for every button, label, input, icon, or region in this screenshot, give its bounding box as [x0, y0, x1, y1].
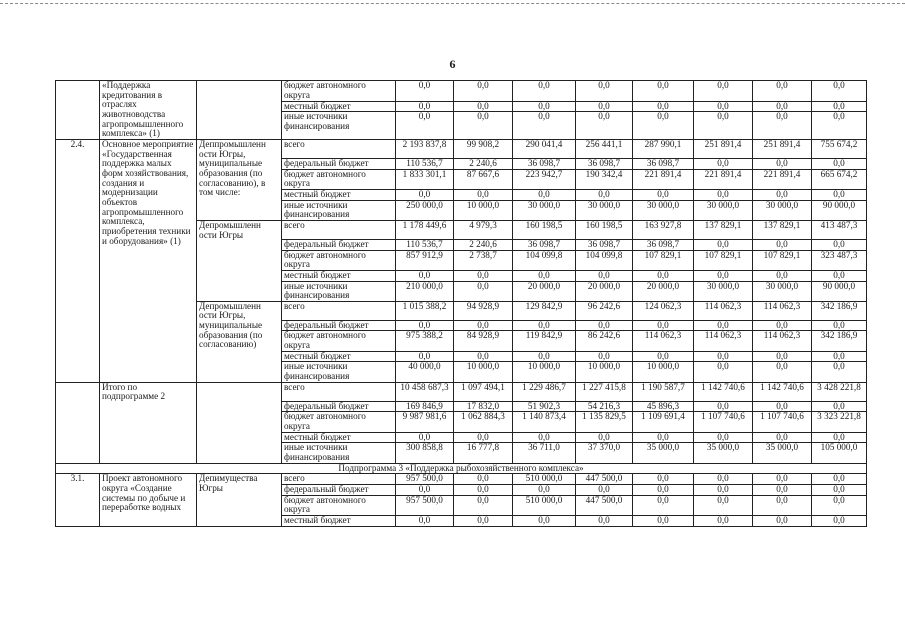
amount-cell: 54 216,3 [576, 401, 633, 412]
amount-cell: 0,0 [694, 401, 753, 412]
page-number: 6 [449, 57, 456, 71]
amount-cell: 0,0 [812, 485, 867, 496]
amount-cell: 114 062,3 [633, 331, 694, 351]
amount-cell: 0,0 [812, 351, 867, 362]
amount-cell: 90 000,0 [812, 200, 867, 220]
amount-cell: 190 342,4 [576, 169, 633, 189]
amount-cell: 857 912,9 [396, 250, 454, 270]
amount-cell: 1 229 486,7 [513, 382, 576, 401]
amount-cell: 0,0 [454, 474, 513, 485]
amount-cell: 342 186,9 [812, 331, 867, 351]
amount-cell: 1 140 873,4 [513, 412, 576, 432]
amount-cell: 160 198,5 [576, 220, 633, 239]
program-name-cell: Проект автономного округа «Создание системы по добыче и переработке водных [100, 474, 197, 526]
amount-cell: 35 000,0 [633, 443, 694, 463]
amount-cell: 10 000,0 [633, 362, 694, 382]
amount-cell: 87 667,6 [454, 169, 513, 189]
amount-cell: 96 242,6 [576, 301, 633, 320]
amount-cell: 107 829,1 [633, 250, 694, 270]
amount-cell: 30 000,0 [633, 200, 694, 220]
amount-cell: 40 000,0 [396, 362, 454, 382]
amount-cell: 1 097 494,1 [454, 382, 513, 401]
amount-cell: 30 000,0 [576, 200, 633, 220]
amount-cell: 0,0 [812, 320, 867, 331]
amount-cell: 0,0 [633, 432, 694, 443]
amount-cell: 1 227 415,8 [576, 382, 633, 401]
amount-cell: 0,0 [633, 485, 694, 496]
funding-source-cell: местный бюджет [282, 432, 396, 443]
amount-cell: 2 240,6 [454, 239, 513, 250]
amount-cell: 104 099,8 [513, 250, 576, 270]
funding-source-cell: местный бюджет [282, 189, 396, 200]
amount-cell: 0,0 [576, 189, 633, 200]
amount-cell: 510 000,0 [513, 495, 576, 515]
amount-cell: 0,0 [694, 320, 753, 331]
amount-cell: 0,0 [513, 112, 576, 139]
amount-cell: 2 738,7 [454, 250, 513, 270]
amount-cell: 0,0 [812, 362, 867, 382]
amount-cell: 1 135 829,5 [576, 412, 633, 432]
scan-top-border [0, 3, 905, 4]
amount-cell: 221 891,4 [753, 169, 812, 189]
executor-cell [197, 382, 282, 463]
amount-cell: 129 842,9 [513, 301, 576, 320]
amount-cell: 0,0 [396, 515, 454, 526]
amount-cell: 0,0 [513, 270, 576, 281]
amount-cell: 0,0 [513, 189, 576, 200]
executor-cell [197, 81, 282, 140]
funding-source-cell: бюджет автономного округа [282, 331, 396, 351]
amount-cell: 0,0 [633, 495, 694, 515]
amount-cell: 107 829,1 [753, 250, 812, 270]
amount-cell: 665 674,2 [812, 169, 867, 189]
amount-cell: 1 178 449,6 [396, 220, 454, 239]
amount-cell: 84 928,9 [454, 331, 513, 351]
amount-cell: 0,0 [513, 515, 576, 526]
amount-cell: 0,0 [694, 81, 753, 102]
amount-cell: 0,0 [513, 101, 576, 112]
funding-source-cell: бюджет автономного округа [282, 495, 396, 515]
amount-cell: 1 015 388,2 [396, 301, 454, 320]
amount-cell: 0,0 [753, 362, 812, 382]
amount-cell: 10 000,0 [576, 362, 633, 382]
amount-cell: 20 000,0 [576, 281, 633, 301]
funding-source-cell: иные источники финансирования [282, 281, 396, 301]
amount-cell: 0,0 [396, 112, 454, 139]
funding-source-cell: всего [282, 220, 396, 239]
funding-source-cell: бюджет автономного округа [282, 412, 396, 432]
amount-cell: 0,0 [396, 270, 454, 281]
funding-source-cell: иные источники финансирования [282, 443, 396, 463]
amount-cell: 0,0 [812, 158, 867, 169]
amount-cell: 0,0 [576, 351, 633, 362]
amount-cell: 0,0 [454, 81, 513, 102]
amount-cell: 0,0 [454, 189, 513, 200]
table-row [56, 139, 867, 158]
amount-cell: 4 979,3 [454, 220, 513, 239]
amount-cell: 0,0 [753, 101, 812, 112]
amount-cell: 0,0 [812, 81, 867, 102]
amount-cell: 1 190 587,7 [633, 382, 694, 401]
amount-cell: 1 062 884,3 [454, 412, 513, 432]
amount-cell: 0,0 [633, 474, 694, 485]
amount-cell: 0,0 [694, 515, 753, 526]
funding-source-cell: бюджет автономного округа [282, 81, 396, 102]
amount-cell: 0,0 [576, 101, 633, 112]
amount-cell: 1 109 691,4 [633, 412, 694, 432]
amount-cell: 0,0 [694, 362, 753, 382]
funding-source-cell: федеральный бюджет [282, 401, 396, 412]
amount-cell: 0,0 [694, 112, 753, 139]
amount-cell: 0,0 [753, 189, 812, 200]
amount-cell: 10 000,0 [513, 362, 576, 382]
amount-cell: 163 927,8 [633, 220, 694, 239]
amount-cell: 35 000,0 [694, 443, 753, 463]
amount-cell: 30 000,0 [753, 281, 812, 301]
amount-cell: 1 142 740,6 [694, 382, 753, 401]
amount-cell: 17 832,0 [454, 401, 513, 412]
num-cell [56, 382, 100, 463]
executor-cell: Депромышленн ости Югры, муниципальные образования (по согласованию) [197, 301, 282, 382]
amount-cell: 45 896,3 [633, 401, 694, 412]
item-number-cell: 3.1. [56, 474, 100, 526]
amount-cell: 0,0 [576, 515, 633, 526]
amount-cell: 36 098,7 [633, 239, 694, 250]
amount-cell: 251 891,4 [753, 139, 812, 158]
amount-cell: 0,0 [454, 270, 513, 281]
funding-source-cell: федеральный бюджет [282, 239, 396, 250]
program-name-cell: Основное мероприятие «Государственная поддержка малых форм хозяйствования, создания и модернизации объектов агропромышленного комплекса, приобретения техники и оборудования» (1) [100, 139, 197, 382]
amount-cell: 1 142 740,6 [753, 382, 812, 401]
amount-cell: 0,0 [694, 432, 753, 443]
amount-cell: 90 000,0 [812, 281, 867, 301]
amount-cell: 0,0 [812, 239, 867, 250]
amount-cell: 124 062,3 [633, 301, 694, 320]
amount-cell: 0,0 [694, 495, 753, 515]
amount-cell: 110 536,7 [396, 239, 454, 250]
amount-cell: 510 000,0 [513, 474, 576, 485]
item-number-cell: 2.4. [56, 139, 100, 382]
funding-source-cell: всего [282, 139, 396, 158]
amount-cell: 36 098,7 [576, 158, 633, 169]
amount-cell: 160 198,5 [513, 220, 576, 239]
amount-cell: 137 829,1 [694, 220, 753, 239]
amount-cell: 20 000,0 [633, 281, 694, 301]
funding-source-cell: местный бюджет [282, 351, 396, 362]
amount-cell: 0,0 [396, 320, 454, 331]
amount-cell: 86 242,6 [576, 331, 633, 351]
amount-cell: 107 829,1 [694, 250, 753, 270]
funding-source-cell: всего [282, 474, 396, 485]
amount-cell: 0,0 [576, 485, 633, 496]
amount-cell: 0,0 [513, 432, 576, 443]
amount-cell: 10 458 687,3 [396, 382, 454, 401]
amount-cell: 2 240,6 [454, 158, 513, 169]
amount-cell: 104 099,8 [576, 250, 633, 270]
amount-cell: 1 107 740,6 [753, 412, 812, 432]
amount-cell: 0,0 [812, 432, 867, 443]
amount-cell: 30 000,0 [694, 200, 753, 220]
amount-cell: 0,0 [753, 351, 812, 362]
table-row [56, 81, 867, 102]
amount-cell: 30 000,0 [513, 200, 576, 220]
funding-source-cell: федеральный бюджет [282, 320, 396, 331]
amount-cell: 0,0 [454, 112, 513, 139]
amount-cell: 0,0 [753, 474, 812, 485]
funding-source-cell: местный бюджет [282, 515, 396, 526]
amount-cell: 0,0 [454, 101, 513, 112]
amount-cell: 0,0 [633, 515, 694, 526]
funding-source-cell: местный бюджет [282, 270, 396, 281]
num-cell [56, 81, 100, 140]
amount-cell: 0,0 [633, 112, 694, 139]
amount-cell: 0,0 [812, 495, 867, 515]
amount-cell: 51 902,3 [513, 401, 576, 412]
amount-cell: 256 441,1 [576, 139, 633, 158]
executor-cell: Деппромышленн ости Югры, муниципальные образования (по согласованию), в том числе: [197, 139, 282, 220]
amount-cell: 0,0 [454, 515, 513, 526]
amount-cell: 119 842,9 [513, 331, 576, 351]
amount-cell: 0,0 [576, 81, 633, 102]
amount-cell: 0,0 [396, 189, 454, 200]
funding-source-cell: бюджет автономного округа [282, 250, 396, 270]
amount-cell: 0,0 [454, 432, 513, 443]
table-body [56, 81, 867, 527]
funding-source-cell: всего [282, 382, 396, 401]
executor-cell: Депимущества Югры [197, 474, 282, 526]
amount-cell: 300 858,8 [396, 443, 454, 463]
amount-cell: 0,0 [633, 81, 694, 102]
amount-cell: 0,0 [576, 320, 633, 331]
amount-cell: 30 000,0 [753, 200, 812, 220]
amount-cell: 20 000,0 [513, 281, 576, 301]
funding-source-cell: федеральный бюджет [282, 158, 396, 169]
amount-cell: 0,0 [513, 485, 576, 496]
amount-cell: 114 062,3 [753, 301, 812, 320]
funding-source-cell: всего [282, 301, 396, 320]
amount-cell: 99 908,2 [454, 139, 513, 158]
amount-cell: 0,0 [812, 101, 867, 112]
amount-cell: 0,0 [694, 239, 753, 250]
amount-cell: 110 536,7 [396, 158, 454, 169]
executor-cell: Депромышленн ости Югры [197, 220, 282, 301]
amount-cell: 0,0 [576, 270, 633, 281]
amount-cell: 37 370,0 [576, 443, 633, 463]
amount-cell: 105 000,0 [812, 443, 867, 463]
amount-cell: 0,0 [753, 495, 812, 515]
amount-cell: 9 987 981,6 [396, 412, 454, 432]
amount-cell: 0,0 [694, 474, 753, 485]
amount-cell: 0,0 [396, 432, 454, 443]
amount-cell: 10 000,0 [454, 200, 513, 220]
amount-cell: 221 891,4 [633, 169, 694, 189]
amount-cell: 0,0 [812, 112, 867, 139]
amount-cell: 0,0 [513, 320, 576, 331]
amount-cell: 975 388,2 [396, 331, 454, 351]
amount-cell: 0,0 [633, 270, 694, 281]
amount-cell: 36 098,7 [513, 158, 576, 169]
amount-cell: 36 098,7 [576, 239, 633, 250]
amount-cell: 223 942,7 [513, 169, 576, 189]
amount-cell: 0,0 [633, 351, 694, 362]
amount-cell: 0,0 [812, 401, 867, 412]
funding-source-cell: иные источники финансирования [282, 362, 396, 382]
amount-cell: 447 500,0 [576, 495, 633, 515]
amount-cell: 2 193 837,8 [396, 139, 454, 158]
amount-cell: 0,0 [396, 351, 454, 362]
total-label-cell: Итого по подпрограмме 2 [100, 382, 197, 463]
amount-cell: 0,0 [396, 81, 454, 102]
funding-source-cell: иные источники финансирования [282, 200, 396, 220]
amount-cell: 323 487,3 [812, 250, 867, 270]
amount-cell: 0,0 [513, 81, 576, 102]
subprogram-title-cell: Подпрограмма 3 «Поддержка рыбохозяйственного комплекса» [56, 463, 867, 474]
amount-cell: 0,0 [454, 281, 513, 301]
amount-cell: 0,0 [753, 239, 812, 250]
amount-cell: 30 000,0 [694, 281, 753, 301]
amount-cell: 3 323 221,8 [812, 412, 867, 432]
amount-cell: 0,0 [812, 474, 867, 485]
amount-cell: 169 846,9 [396, 401, 454, 412]
amount-cell: 290 041,4 [513, 139, 576, 158]
amount-cell: 1 833 301,1 [396, 169, 454, 189]
amount-cell: 0,0 [454, 351, 513, 362]
amount-cell: 36 098,7 [633, 158, 694, 169]
amount-cell: 0,0 [694, 101, 753, 112]
amount-cell: 0,0 [694, 485, 753, 496]
amount-cell: 0,0 [694, 351, 753, 362]
amount-cell: 447 500,0 [576, 474, 633, 485]
amount-cell: 0,0 [812, 515, 867, 526]
amount-cell: 0,0 [753, 81, 812, 102]
amount-cell: 755 674,2 [812, 139, 867, 158]
funding-source-cell: иные источники финансирования [282, 112, 396, 139]
amount-cell: 94 928,9 [454, 301, 513, 320]
amount-cell: 0,0 [454, 485, 513, 496]
amount-cell: 35 000,0 [753, 443, 812, 463]
amount-cell: 1 107 740,6 [694, 412, 753, 432]
amount-cell: 10 000,0 [454, 362, 513, 382]
amount-cell: 413 487,3 [812, 220, 867, 239]
subprogram-header-row [56, 463, 867, 474]
amount-cell: 250 000,0 [396, 200, 454, 220]
amount-cell: 0,0 [454, 320, 513, 331]
funding-source-cell: местный бюджет [282, 101, 396, 112]
amount-cell: 342 186,9 [812, 301, 867, 320]
amount-cell: 0,0 [633, 189, 694, 200]
funding-source-cell: бюджет автономного округа [282, 169, 396, 189]
amount-cell: 0,0 [633, 320, 694, 331]
amount-cell: 221 891,4 [694, 169, 753, 189]
amount-cell: 114 062,3 [694, 331, 753, 351]
table-row [56, 474, 867, 485]
amount-cell: 0,0 [753, 485, 812, 496]
amount-cell: 0,0 [694, 270, 753, 281]
amount-cell: 114 062,3 [694, 301, 753, 320]
amount-cell: 3 428 221,8 [812, 382, 867, 401]
amount-cell: 0,0 [396, 485, 454, 496]
amount-cell: 0,0 [812, 189, 867, 200]
amount-cell: 0,0 [753, 432, 812, 443]
funding-source-cell: федеральный бюджет [282, 485, 396, 496]
amount-cell: 0,0 [694, 158, 753, 169]
amount-cell: 36 711,0 [513, 443, 576, 463]
amount-cell: 16 777,8 [454, 443, 513, 463]
amount-cell: 0,0 [513, 351, 576, 362]
amount-cell: 114 062,3 [753, 331, 812, 351]
funding-table [55, 80, 867, 527]
program-name-cell: «Поддержка кредитования в отраслях животноводства агропромышленного комплекса» (1) [100, 81, 197, 140]
amount-cell: 0,0 [753, 515, 812, 526]
amount-cell: 0,0 [633, 101, 694, 112]
amount-cell: 287 990,1 [633, 139, 694, 158]
amount-cell: 957 500,0 [396, 495, 454, 515]
amount-cell: 251 891,4 [694, 139, 753, 158]
amount-cell: 0,0 [753, 401, 812, 412]
amount-cell: 0,0 [753, 158, 812, 169]
amount-cell: 36 098,7 [513, 239, 576, 250]
amount-cell: 0,0 [454, 495, 513, 515]
amount-cell: 0,0 [694, 189, 753, 200]
amount-cell: 0,0 [396, 101, 454, 112]
amount-cell: 137 829,1 [753, 220, 812, 239]
amount-cell: 0,0 [753, 270, 812, 281]
amount-cell: 0,0 [812, 270, 867, 281]
amount-cell: 0,0 [576, 432, 633, 443]
table-row [56, 382, 867, 401]
amount-cell: 957 500,0 [396, 474, 454, 485]
amount-cell: 0,0 [753, 112, 812, 139]
amount-cell: 0,0 [576, 112, 633, 139]
amount-cell: 210 000,0 [396, 281, 454, 301]
amount-cell: 0,0 [753, 320, 812, 331]
